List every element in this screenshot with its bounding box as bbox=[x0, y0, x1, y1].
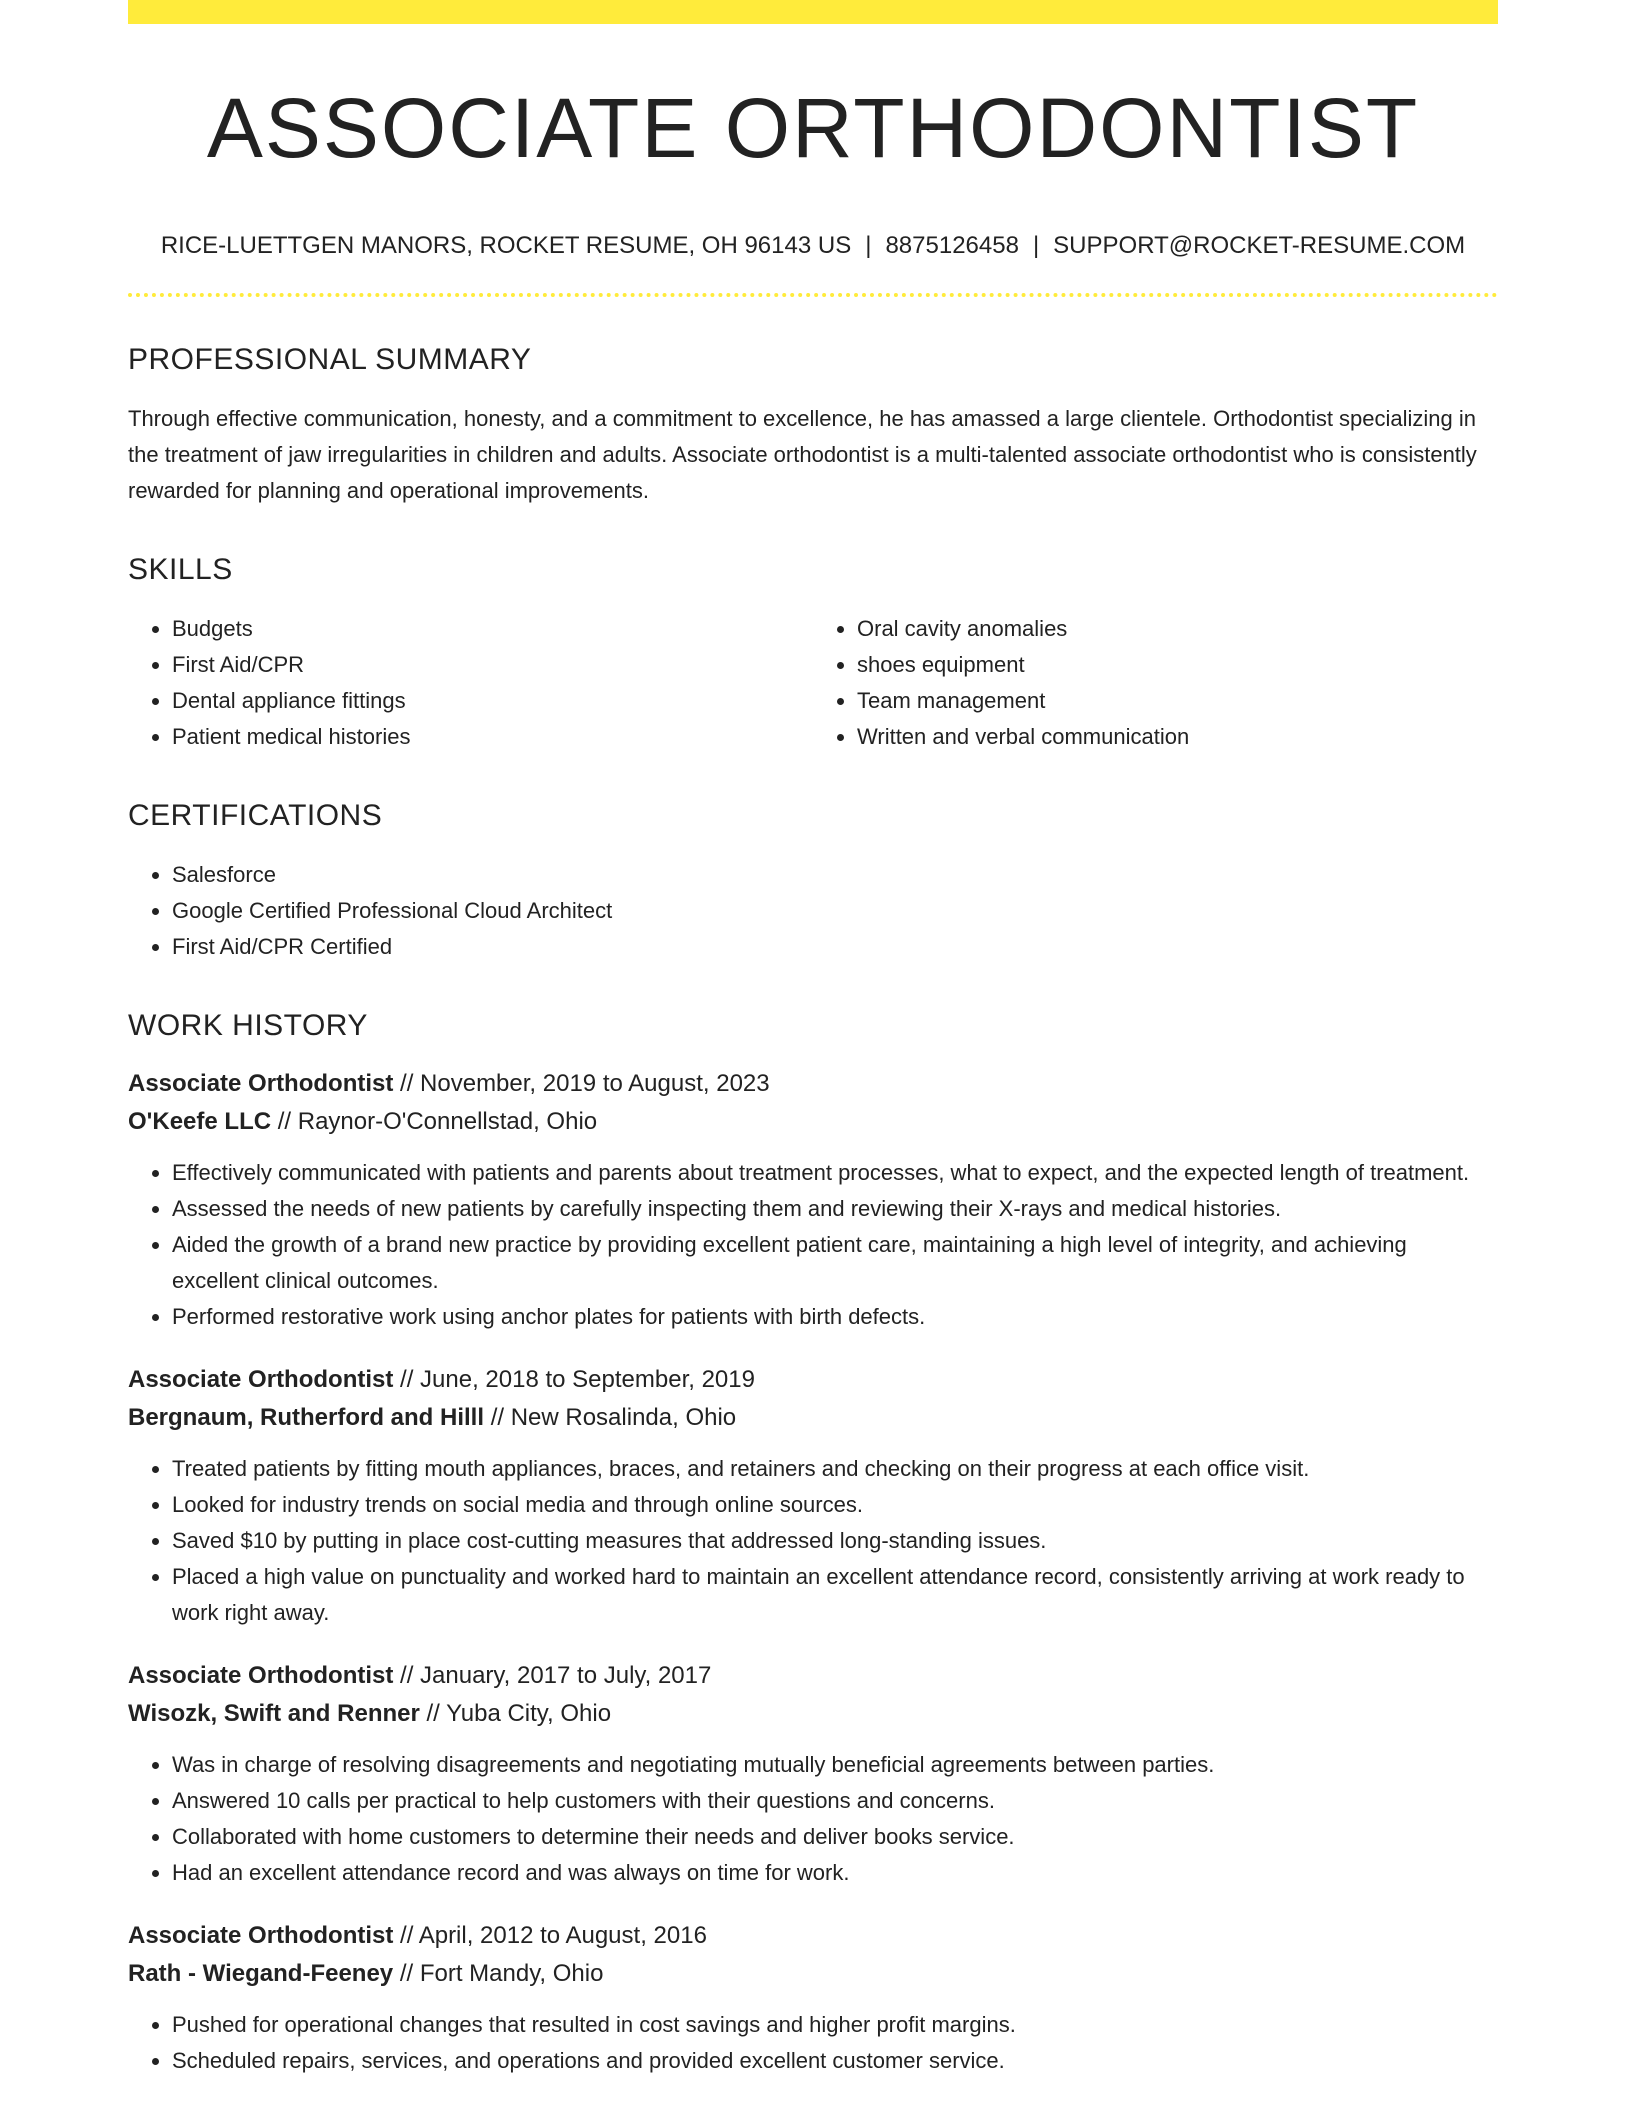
resume-title: ASSOCIATE ORTHODONTIST bbox=[206, 81, 1420, 175]
skills-heading: SKILLS bbox=[128, 553, 233, 587]
job-bullet: • Saved $10 by putting in place cost-cutting measures that addressed long-standing issues. bbox=[172, 1523, 1498, 1559]
job-bullets bbox=[128, 1451, 1498, 1631]
job-company: Bergnaum, Rutherford and Hilll bbox=[128, 1404, 485, 1432]
job-dates: // November, 2019 to August, 2023 bbox=[400, 1070, 770, 1098]
job-title-line bbox=[128, 1917, 1498, 1955]
work-history-section bbox=[128, 1009, 1498, 2079]
contact-phone[interactable]: 8875126458 bbox=[885, 232, 1019, 260]
job-bullet: • Collaborated with home customers to determine their needs and deliver books service. bbox=[172, 1819, 1498, 1855]
work-history-heading: WORK HISTORY bbox=[128, 1009, 368, 1043]
job-company-line bbox=[128, 1103, 1498, 1141]
job-location: // Fort Mandy, Ohio bbox=[399, 1960, 604, 1988]
skill-item: • Patient medical histories bbox=[172, 719, 813, 755]
job-title: Associate Orthodontist bbox=[128, 1662, 394, 1690]
job-location: // Raynor-O'Connellstad, Ohio bbox=[277, 1108, 598, 1136]
job-title-line bbox=[128, 1657, 1498, 1695]
skill-item: • shoes equipment bbox=[857, 647, 1498, 683]
contact-email[interactable]: SUPPORT@ROCKET-RESUME.COM bbox=[1053, 232, 1466, 260]
summary-heading: PROFESSIONAL SUMMARY bbox=[128, 343, 532, 377]
certifications-list bbox=[128, 857, 1498, 965]
skills-list-left bbox=[128, 611, 813, 755]
certification-item: • Google Certified Professional Cloud Architect bbox=[172, 893, 1498, 929]
job-company-line bbox=[128, 1695, 1498, 1733]
summary-text: Through effective communication, honesty, and a commitment to excellence, he has amassed a large clientele. Orthodontist specializing in the treatment of jaw irregularities in children and adults. Associate orthodontist is a multi-talented associate orthodontist who is consistently rewarded for planning and operational improvements. bbox=[128, 406, 1477, 504]
skills-list-right bbox=[813, 611, 1498, 755]
job-bullet: • Answered 10 calls per practical to help customers with their questions and concerns. bbox=[172, 1783, 1498, 1819]
job-company: O'Keefe LLC bbox=[128, 1108, 272, 1136]
skill-item: • Budgets bbox=[172, 611, 813, 647]
skill-item: • Dental appliance fittings bbox=[172, 683, 813, 719]
job-bullets bbox=[128, 2007, 1498, 2079]
skill-item: • First Aid/CPR bbox=[172, 647, 813, 683]
job-company: Wisozk, Swift and Renner bbox=[128, 1700, 420, 1728]
job-entry bbox=[128, 1917, 1498, 2079]
job-bullet: • Had an excellent attendance record and was always on time for work. bbox=[172, 1855, 1498, 1891]
job-company: Rath - Wiegand-Feeney bbox=[128, 1960, 394, 1988]
job-entry bbox=[128, 1657, 1498, 1891]
accent-top-bar bbox=[128, 0, 1498, 24]
job-bullet: • Effectively communicated with patients and parents about treatment processes, what to expect, and the expected length of treatment. bbox=[172, 1155, 1498, 1191]
contact-address: RICE-LUETTGEN MANORS, ROCKET RESUME, OH 96143 US bbox=[160, 232, 852, 260]
skill-item: • Team management bbox=[857, 683, 1498, 719]
certification-item: • First Aid/CPR Certified bbox=[172, 929, 1498, 965]
job-title-line bbox=[128, 1065, 1498, 1103]
job-bullet: • Aided the growth of a brand new practice by providing excellent patient care, maintaining a high level of integrity, and achieving excellent clinical outcomes. bbox=[172, 1227, 1498, 1299]
contact-separator: | bbox=[1032, 232, 1040, 260]
skill-item: • Written and verbal communication bbox=[857, 719, 1498, 755]
job-bullet: • Was in charge of resolving disagreements and negotiating mutually beneficial agreements between parties. bbox=[172, 1747, 1498, 1783]
resume-page bbox=[128, 0, 1498, 2079]
job-title: Associate Orthodontist bbox=[128, 1922, 394, 1950]
job-bullet: • Placed a high value on punctuality and worked hard to maintain an excellent attendance record, consistently arriving at work ready to work right away. bbox=[172, 1559, 1498, 1631]
job-bullet: • Performed restorative work using anchor plates for patients with birth defects. bbox=[172, 1299, 1498, 1335]
job-title: Associate Orthodontist bbox=[128, 1070, 394, 1098]
job-dates: // April, 2012 to August, 2016 bbox=[400, 1922, 707, 1950]
job-location: // Yuba City, Ohio bbox=[426, 1700, 612, 1728]
certifications-heading: CERTIFICATIONS bbox=[128, 799, 383, 833]
certification-item: • Salesforce bbox=[172, 857, 1498, 893]
certifications-section bbox=[128, 799, 1498, 965]
job-company-line bbox=[128, 1399, 1498, 1437]
job-bullet: • Looked for industry trends on social media and through online sources. bbox=[172, 1487, 1498, 1523]
job-company-line bbox=[128, 1955, 1498, 1993]
job-dates: // January, 2017 to July, 2017 bbox=[400, 1662, 712, 1690]
job-title-line bbox=[128, 1361, 1498, 1399]
job-bullet: • Pushed for operational changes that resulted in cost savings and higher profit margins. bbox=[172, 2007, 1498, 2043]
contact-separator: | bbox=[865, 232, 872, 260]
job-bullets bbox=[128, 1155, 1498, 1335]
skills-section bbox=[128, 553, 1498, 755]
job-location: // New Rosalinda, Ohio bbox=[490, 1404, 737, 1432]
job-entry bbox=[128, 1361, 1498, 1631]
job-bullet: • Treated patients by fitting mouth appliances, braces, and retainers and checking on their progress at each office visit. bbox=[172, 1451, 1498, 1487]
skills-grid bbox=[128, 587, 1498, 755]
job-bullet: • Scheduled repairs, services, and operations and provided excellent customer service. bbox=[172, 2043, 1498, 2079]
contact-line bbox=[128, 232, 1498, 261]
job-bullet: • Assessed the needs of new patients by carefully inspecting them and reviewing their X-rays and medical histories. bbox=[172, 1191, 1498, 1227]
job-entry bbox=[128, 1065, 1498, 1335]
summary-section bbox=[128, 343, 1498, 509]
job-bullets bbox=[128, 1747, 1498, 1891]
job-title: Associate Orthodontist bbox=[128, 1366, 394, 1394]
job-dates: // June, 2018 to September, 2019 bbox=[400, 1366, 755, 1394]
dotted-divider bbox=[128, 293, 1498, 297]
skill-item: • Oral cavity anomalies bbox=[857, 611, 1498, 647]
